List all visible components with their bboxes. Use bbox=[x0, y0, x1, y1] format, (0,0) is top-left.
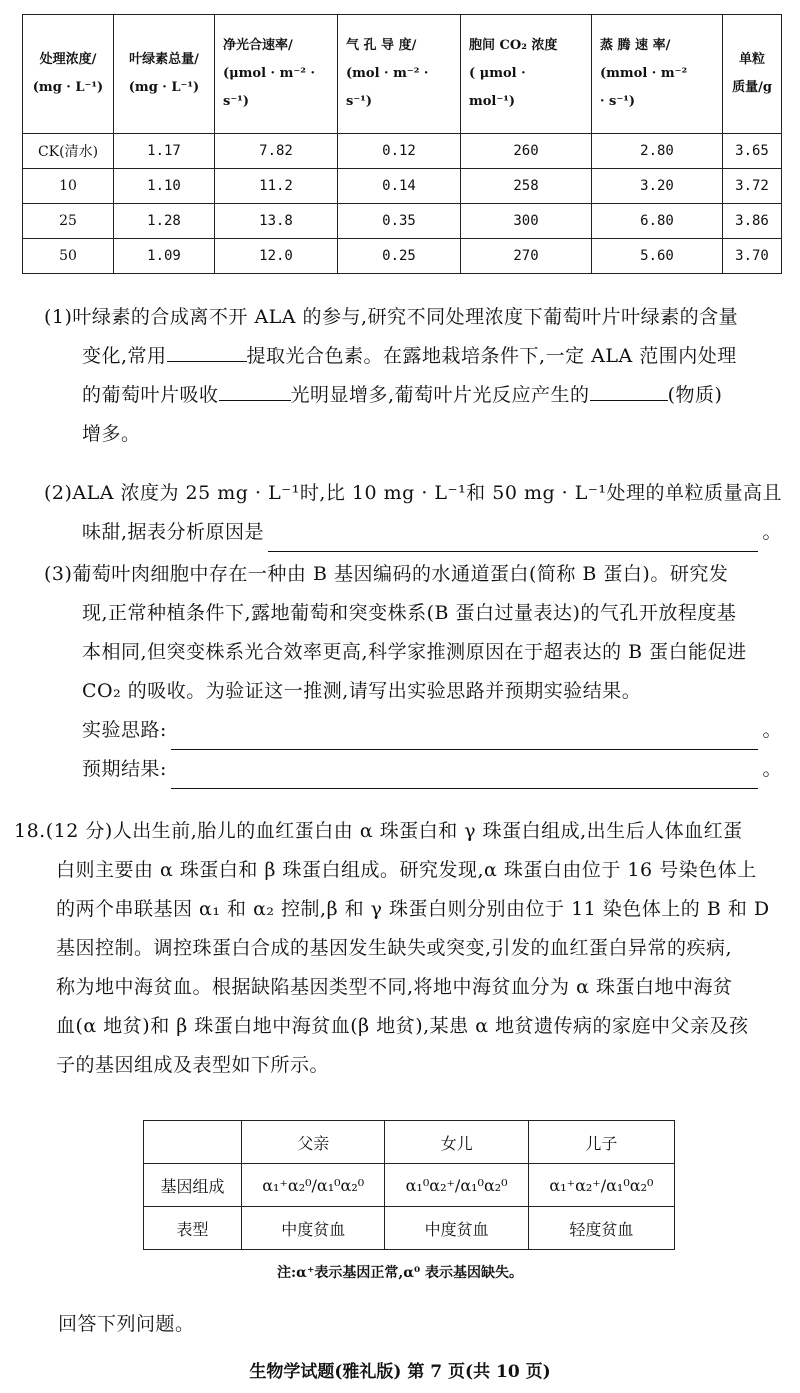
table-cell: 0.14 bbox=[338, 169, 461, 204]
q1-line: 增多。 bbox=[82, 423, 141, 445]
table-cell: 轻度贫血 bbox=[528, 1207, 674, 1250]
q1-line: (1)叶绿素的合成离不开 ALA 的参与,研究不同处理浓度下葡萄叶片叶绿素的含量 bbox=[44, 306, 739, 328]
header-intercellular-co2: 胞间 CO₂ 浓度 ( μmol · mol⁻¹) bbox=[461, 15, 592, 134]
table-cell: CK(清水) bbox=[23, 134, 114, 169]
header-transpiration: 蒸 腾 速 率/ (mmol · m⁻² · s⁻¹) bbox=[592, 15, 723, 134]
experiment-idea-line: 实验思路: 。 bbox=[44, 711, 782, 750]
table-cell: 3.70 bbox=[723, 239, 782, 274]
q18-line: 称为地中海贫血。根据缺陷基因类型不同,将地中海贫血分为 α 珠蛋白地中海贫 bbox=[56, 976, 733, 998]
table-note: 注:α⁺表示基因正常,α⁰ 表示基因缺失。 bbox=[277, 1265, 523, 1281]
table-cell: 7.82 bbox=[215, 134, 338, 169]
table-cell: 中度贫血 bbox=[242, 1207, 385, 1250]
answer-blank[interactable] bbox=[171, 764, 759, 789]
q2-line: (2)ALA 浓度为 25 mg · L⁻¹时,比 10 mg · L⁻¹和 50 mg · L⁻¹处理的单粒质量高且 bbox=[44, 482, 783, 504]
header-net-photosynthesis: 净光合速率/ (μmol · m⁻² · s⁻¹) bbox=[215, 15, 338, 134]
header-concentration: 处理浓度/ (mg · L⁻¹) bbox=[23, 15, 114, 134]
table-cell: 260 bbox=[461, 134, 592, 169]
answer-blank[interactable] bbox=[167, 339, 247, 362]
table-cell: 6.80 bbox=[592, 204, 723, 239]
table-cell: α₁⁺α₂⁰/α₁⁰α₂⁰ bbox=[242, 1164, 385, 1207]
ala-treatment-table bbox=[22, 14, 782, 274]
table-cell: 258 bbox=[461, 169, 592, 204]
question-18 bbox=[14, 812, 784, 1085]
table-cell: 300 bbox=[461, 204, 592, 239]
table-cell: 0.12 bbox=[338, 134, 461, 169]
table-cell: 0.35 bbox=[338, 204, 461, 239]
q18-line: 18.(12 分)人出生前,胎儿的血红蛋白由 α 珠蛋白和 γ 珠蛋白组成,出生后人体血红蛋 bbox=[14, 820, 743, 842]
table-cell: 1.10 bbox=[114, 169, 215, 204]
q3-line: 本相同,但突变株系光合效率更高,科学家推测原因在于超表达的 B 蛋白能促进 bbox=[82, 641, 747, 663]
answer-blank[interactable] bbox=[268, 527, 758, 552]
question-2 bbox=[44, 474, 782, 552]
q18-line: 的两个串联基因 α₁ 和 α₂ 控制,β 和 γ 珠蛋白则分别由位于 11 染色体上的 B 和 D bbox=[56, 898, 770, 920]
table-cell: 12.0 bbox=[215, 239, 338, 274]
table-cell: 女儿 bbox=[385, 1121, 528, 1164]
table-row bbox=[23, 169, 782, 204]
header-grain-mass: 单粒 质量/g bbox=[723, 15, 782, 134]
table-cell bbox=[144, 1121, 242, 1164]
answer-blank[interactable] bbox=[590, 378, 668, 401]
table-cell: 父亲 bbox=[242, 1121, 385, 1164]
table-row bbox=[144, 1164, 675, 1207]
header-stomatal-conductance: 气 孔 导 度/ (mol · m⁻² · s⁻¹) bbox=[338, 15, 461, 134]
table-cell: 13.8 bbox=[215, 204, 338, 239]
q1-line: 变化,常用 提取光合色素。在露地栽培条件下,一定 ALA 范围内处理 bbox=[44, 337, 782, 376]
answer-blank[interactable] bbox=[171, 725, 759, 750]
q18-line: 白则主要由 α 珠蛋白和 β 珠蛋白组成。研究发现,α 珠蛋白由位于 16 号染色体上 bbox=[56, 859, 757, 881]
table-cell: 中度贫血 bbox=[385, 1207, 528, 1250]
table-cell: 270 bbox=[461, 239, 592, 274]
answer-prompt: 回答下列问题。 bbox=[58, 1313, 195, 1335]
table-cell: 3.20 bbox=[592, 169, 723, 204]
table-cell: 1.09 bbox=[114, 239, 215, 274]
table-cell: 3.86 bbox=[723, 204, 782, 239]
table-cell: 3.72 bbox=[723, 169, 782, 204]
table-cell: 儿子 bbox=[528, 1121, 674, 1164]
table-row bbox=[23, 204, 782, 239]
table-cell: 10 bbox=[23, 169, 114, 204]
q18-line: 血(α 地贫)和 β 珠蛋白地中海贫血(β 地贫),某患 α 地贫遗传病的家庭中父亲及孩 bbox=[56, 1015, 749, 1037]
table-cell: 11.2 bbox=[215, 169, 338, 204]
q18-line: 基因控制。调控珠蛋白合成的基因发生缺失或突变,引发的血红蛋白异常的疾病, bbox=[56, 937, 733, 959]
table-cell: 3.65 bbox=[723, 134, 782, 169]
table-cell: 2.80 bbox=[592, 134, 723, 169]
page-footer: 生物学试题(雅礼版) 第 7 页(共 10 页) bbox=[249, 1362, 551, 1382]
q2-answer-line: 味甜,据表分析原因是 。 bbox=[44, 513, 782, 552]
table-row bbox=[23, 239, 782, 274]
table-cell: 25 bbox=[23, 204, 114, 239]
table-cell: 5.60 bbox=[592, 239, 723, 274]
expected-result-line: 预期结果: 。 bbox=[44, 750, 782, 789]
q3-line: CO₂ 的吸收。为验证这一推测,请写出实验思路并预期实验结果。 bbox=[82, 680, 642, 702]
table-cell: α₁⁺α₂⁺/α₁⁰α₂⁰ bbox=[528, 1164, 674, 1207]
q1-line: 的葡萄叶片吸收 光明显增多,葡萄叶片光反应产生的 (物质) bbox=[44, 376, 782, 415]
table-cell: 0.25 bbox=[338, 239, 461, 274]
q3-line: (3)葡萄叶肉细胞中存在一种由 B 基因编码的水通道蛋白(简称 B 蛋白)。研究发 bbox=[44, 563, 729, 585]
table-cell: α₁⁰α₂⁺/α₁⁰α₂⁰ bbox=[385, 1164, 528, 1207]
q3-line: 现,正常种植条件下,露地葡萄和突变株系(B 蛋白过量表达)的气孔开放程度基 bbox=[82, 602, 737, 624]
table-cell: 1.28 bbox=[114, 204, 215, 239]
header-chlorophyll: 叶绿素总量/ (mg · L⁻¹) bbox=[114, 15, 215, 134]
table-cell: 50 bbox=[23, 239, 114, 274]
question-1 bbox=[44, 298, 782, 454]
table-cell: 1.17 bbox=[114, 134, 215, 169]
table-cell: 基因组成 bbox=[144, 1164, 242, 1207]
genotype-table bbox=[143, 1120, 675, 1250]
answer-blank[interactable] bbox=[219, 378, 291, 401]
q18-line: 子的基因组成及表型如下所示。 bbox=[56, 1054, 330, 1076]
table-row bbox=[23, 134, 782, 169]
table-row bbox=[144, 1207, 675, 1250]
table-header-row bbox=[144, 1121, 675, 1164]
question-3 bbox=[44, 555, 782, 789]
table-header-row bbox=[23, 15, 782, 134]
table-cell: 表型 bbox=[144, 1207, 242, 1250]
